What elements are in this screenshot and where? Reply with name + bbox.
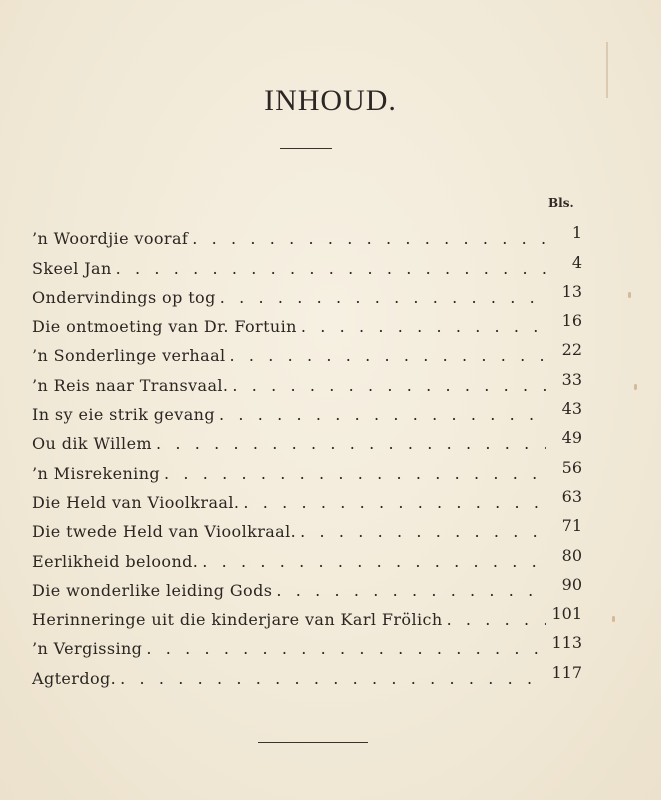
toc-entry-title: Die ontmoeting van Dr. Fortuin bbox=[32, 317, 297, 337]
paper-speck bbox=[612, 616, 615, 622]
toc-entry bbox=[32, 220, 592, 249]
toc-leader-dots bbox=[220, 288, 546, 308]
toc-entry-page: 49 bbox=[561, 428, 582, 448]
toc-entry-title: ’n Reis naar Transvaal. bbox=[32, 375, 229, 395]
toc-entry-page: 16 bbox=[561, 311, 582, 331]
toc-entry-title: Die Held van Vioolkraal. bbox=[32, 492, 240, 512]
toc-entry-page: 117 bbox=[551, 662, 582, 682]
toc-entry-title: Die wonderlike leiding Gods bbox=[32, 580, 273, 600]
toc-entry-title: Die twede Held van Vioolkraal. bbox=[32, 522, 297, 542]
toc-entry bbox=[32, 630, 592, 659]
toc-entry bbox=[32, 396, 592, 425]
toc-entry bbox=[32, 279, 592, 308]
toc-leader-dots bbox=[301, 317, 546, 337]
toc-leader-dots bbox=[192, 229, 546, 249]
toc-entry-page: 33 bbox=[561, 369, 582, 389]
toc-entry-title: Skeel Jan bbox=[32, 258, 112, 278]
paper-speck bbox=[628, 292, 631, 298]
toc-leader-dots bbox=[156, 434, 546, 454]
toc-entry-title: ’n Vergissing bbox=[32, 639, 143, 659]
toc-leader-dots bbox=[219, 405, 546, 425]
toc-entry-page: 90 bbox=[561, 574, 582, 594]
toc-leader-dots bbox=[300, 522, 546, 542]
toc-entry-title: ’n Woordjie vooraf bbox=[32, 229, 189, 249]
toc-entry-page: 56 bbox=[561, 457, 582, 477]
toc-entry-page: 113 bbox=[551, 633, 582, 653]
toc-entry bbox=[32, 601, 592, 630]
toc-entry bbox=[32, 454, 592, 483]
table-of-contents bbox=[32, 220, 592, 689]
toc-entry bbox=[32, 484, 592, 513]
toc-entry-page: 1 bbox=[571, 223, 582, 243]
paper-speck bbox=[634, 384, 637, 390]
toc-entry bbox=[32, 337, 592, 366]
toc-entry bbox=[32, 425, 592, 454]
toc-entry-title: Agterdog. bbox=[32, 668, 117, 688]
toc-entry-title: Ondervindings op tog bbox=[32, 287, 216, 307]
toc-leader-dots bbox=[232, 376, 546, 396]
toc-leader-dots bbox=[164, 464, 546, 484]
toc-leader-dots bbox=[120, 669, 546, 689]
bottom-divider bbox=[258, 742, 368, 743]
toc-entry bbox=[32, 572, 592, 601]
toc-entry bbox=[32, 249, 592, 278]
page-title: INHOUD. bbox=[264, 84, 397, 117]
toc-entry-title: ’n Sonderlinge verhaal bbox=[32, 346, 226, 366]
toc-entry-title: Herinneringe uit die kinderjare van Karl Frölich bbox=[32, 610, 443, 630]
toc-entry-page: 71 bbox=[561, 516, 582, 536]
toc-entry-page: 13 bbox=[561, 281, 582, 301]
toc-leader-dots bbox=[116, 259, 546, 279]
toc-leader-dots bbox=[243, 493, 546, 513]
toc-leader-dots bbox=[230, 346, 546, 366]
toc-leader-dots bbox=[447, 610, 546, 630]
toc-leader-dots bbox=[202, 552, 546, 572]
toc-entry-page: 63 bbox=[561, 486, 582, 506]
toc-entry-title: In sy eie strik gevang bbox=[32, 405, 216, 425]
toc-entry bbox=[32, 513, 592, 542]
toc-entry-title: Ou dik Willem bbox=[32, 434, 153, 454]
toc-entry-page: 4 bbox=[571, 252, 582, 272]
toc-entry-page: 43 bbox=[561, 399, 582, 419]
page-column-header: Bls. bbox=[548, 196, 574, 210]
toc-entry-page: 22 bbox=[561, 340, 582, 360]
toc-entry-title: Eerlikheid beloond. bbox=[32, 551, 199, 571]
toc-entry bbox=[32, 366, 592, 395]
toc-entry-page: 80 bbox=[561, 545, 582, 565]
toc-entry-page: 101 bbox=[551, 604, 582, 624]
toc-leader-dots bbox=[276, 581, 546, 601]
toc-entry bbox=[32, 308, 592, 337]
title-divider bbox=[280, 148, 332, 149]
toc-entry-title: ’n Misrekening bbox=[32, 463, 161, 483]
toc-entry bbox=[32, 542, 592, 571]
toc-entry bbox=[32, 659, 592, 688]
toc-leader-dots bbox=[146, 639, 546, 659]
